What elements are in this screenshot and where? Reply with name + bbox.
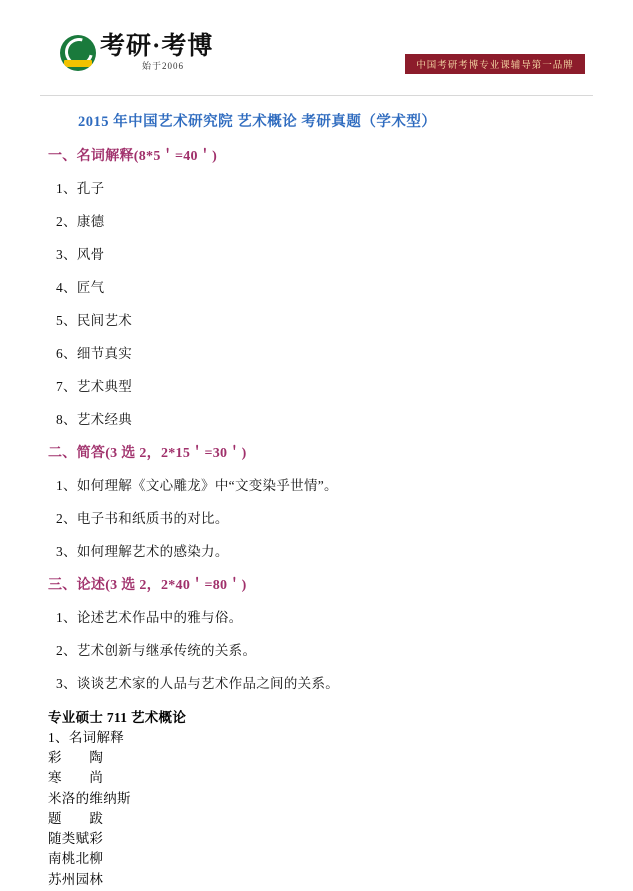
appendix-line: 随类赋彩 xyxy=(48,831,104,847)
appendix-line: 南桃北柳 xyxy=(48,851,104,867)
list-item: 1、孔子 xyxy=(56,181,105,196)
section-noun-explanation xyxy=(48,145,593,428)
logo-emblem-icon xyxy=(60,35,96,71)
section-heading: 二、简答(3 选 2，2*15＇=30＇) xyxy=(48,446,247,461)
list-item: 3、风骨 xyxy=(56,247,105,262)
list-item: 1、如何理解《文心雕龙》中“文变染乎世情”。 xyxy=(56,478,338,493)
list-item: 2、艺术创新与继承传统的关系。 xyxy=(56,643,257,658)
list-item: 8、艺术经典 xyxy=(56,412,133,427)
appendix-heading: 专业硕士 711 艺术概论 xyxy=(48,710,187,725)
list-item: 4、匠气 xyxy=(56,280,105,295)
appendix-line: 题 跋 xyxy=(48,810,104,826)
logo-title: 考研·考博 xyxy=(100,33,214,60)
brand-banner: 中国考研考博专业课辅导第一品牌 xyxy=(405,54,585,74)
list-item: 3、如何理解艺术的感染力。 xyxy=(56,544,229,559)
section-short-answer xyxy=(48,442,593,560)
page-title: 2015 年中国艺术研究院 艺术概论 考研真题（学术型） xyxy=(78,114,437,130)
list-item: 7、艺术典型 xyxy=(56,379,133,394)
section-heading: 一、名词解释(8*5＇=40＇) xyxy=(48,149,218,164)
list-item: 2、电子书和纸质书的对比。 xyxy=(56,511,229,526)
section-heading: 三、论述(3 选 2，2*40＇=80＇) xyxy=(48,578,247,593)
list-item: 6、细节真实 xyxy=(56,346,133,361)
appendix-line: 彩 陶 xyxy=(48,750,104,766)
list-item: 1、论述艺术作品中的雅与俗。 xyxy=(56,610,243,625)
appendix-line: 苏州园林 xyxy=(48,871,104,887)
appendix-line: 1、名词解释 xyxy=(48,730,125,745)
page-header xyxy=(0,30,633,92)
site-logo xyxy=(60,34,213,71)
section-essay xyxy=(48,574,593,692)
appendix-line: 米洛的维纳斯 xyxy=(48,790,131,806)
section-appendix xyxy=(48,706,593,889)
list-item: 5、民间艺术 xyxy=(56,313,133,328)
appendix-line: 寒 尚 xyxy=(48,770,104,786)
list-item: 3、谈谈艺术家的人品与艺术作品之间的关系。 xyxy=(56,676,340,691)
logo-subtitle: 始于2006 xyxy=(142,61,185,71)
header-divider xyxy=(40,95,593,96)
document-content xyxy=(48,104,593,891)
list-item: 2、康德 xyxy=(56,214,105,229)
logo-text xyxy=(100,34,213,71)
